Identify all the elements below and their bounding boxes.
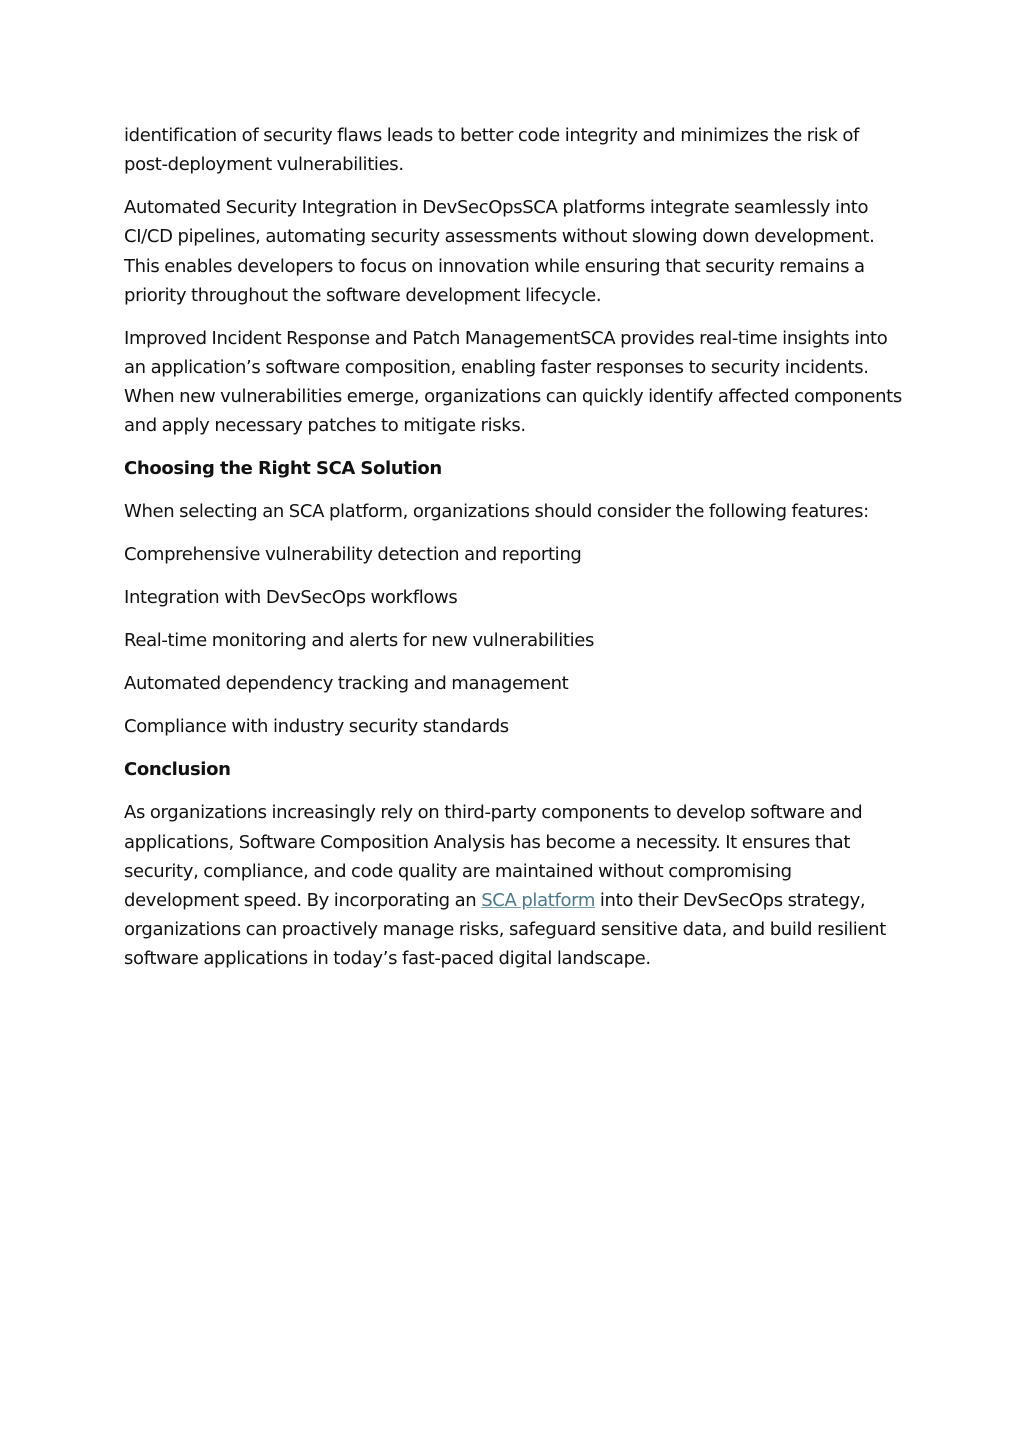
feature-item: Comprehensive vulnerability detection and reporting — [124, 544, 582, 566]
paragraph-conclusion — [124, 798, 904, 973]
paragraph-incident-response: Improved Incident Response and Patch ManagementSCA provides real-time insights into an application’s software composition, enabling faster responses to security incidents. When new vulnerabilities emerge, organizations can quickly identify affected components and apply necessary patches to mitigate risks. — [124, 327, 902, 437]
heading-conclusion: Conclusion — [124, 759, 231, 781]
feature-item: Compliance with industry security standards — [124, 716, 509, 738]
feature-item: Integration with DevSecOps workflows — [124, 587, 458, 609]
sca-platform-link[interactable]: SCA platform — [481, 890, 596, 912]
heading-choosing-sca-solution: Choosing the Right SCA Solution — [124, 458, 442, 480]
paragraph-automated-security-integration: Automated Security Integration in DevSecOpsSCA platforms integrate seamlessly into CI/CD pipelines, automating security assessments without slowing down development. This enables developers to focus on innovation while ensuring that security remains a priority throughout the software development lifecycle. — [124, 197, 875, 306]
conclusion-text-after-link: into their DevSecOps strategy, organizations can proactively manage risks, safeguard sensitive data, and build resilient software applications in today’s fast-paced digital landscape. — [124, 890, 886, 970]
conclusion-text-before-link: As organizations increasingly rely on third-party components to develop software and applications, Software Composition Analysis has become a necessity. It ensures that security, compliance, and code quality are maintained without compromising development speed. By incorporating an — [124, 802, 863, 912]
document-page — [124, 121, 904, 987]
paragraph-selection-intro: When selecting an SCA platform, organizations should consider the following features: — [124, 501, 869, 523]
feature-item: Real-time monitoring and alerts for new vulnerabilities — [124, 630, 594, 652]
feature-item: Automated dependency tracking and management — [124, 673, 569, 695]
paragraph-security-flaws: identification of security flaws leads to better code integrity and minimizes the risk of post-deployment vulnerabilities. — [124, 125, 860, 176]
